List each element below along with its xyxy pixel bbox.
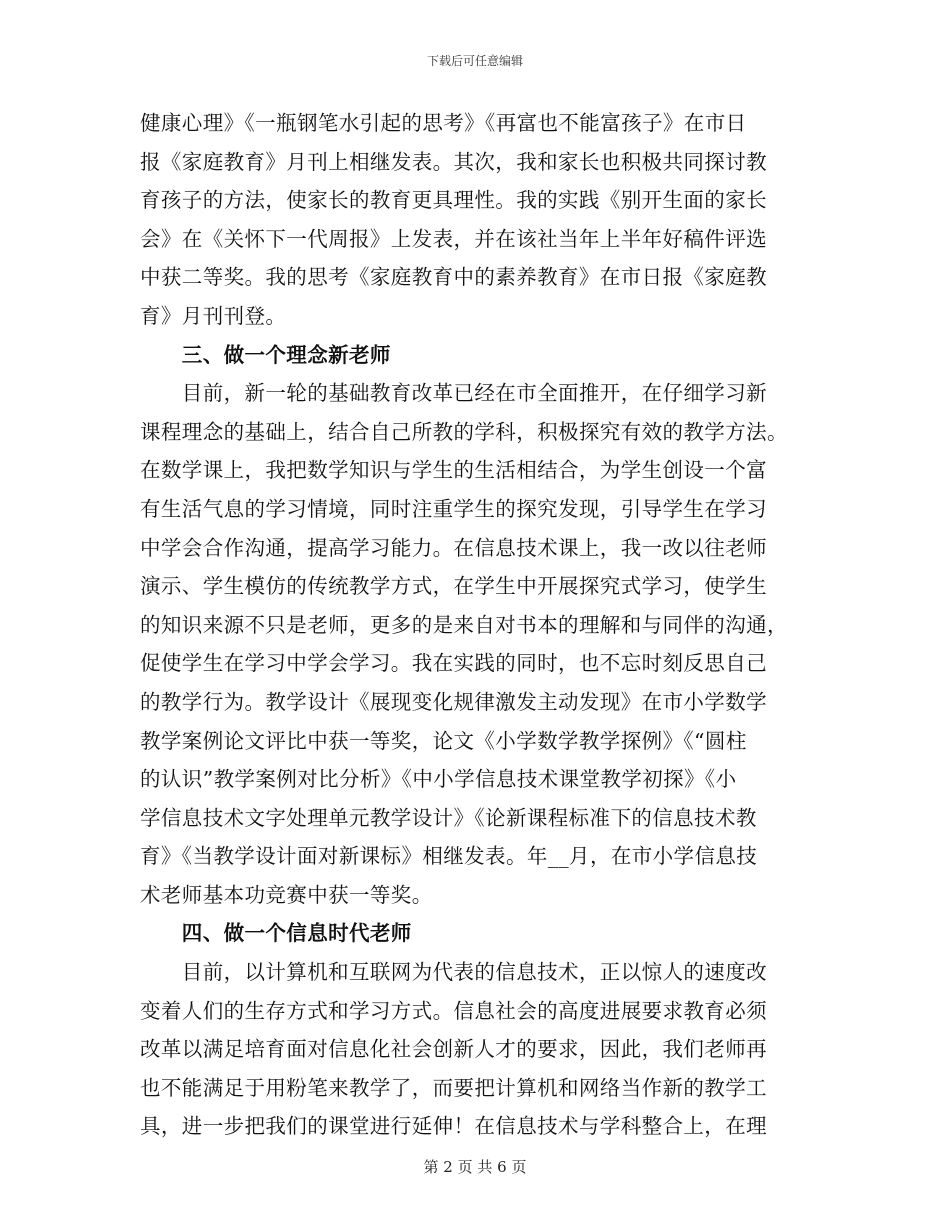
text-line: 具，进一步把我们的课堂进行延伸！在信息技术与学科整合上，在理 [140, 1114, 767, 1139]
text-line: 促使学生在学习中学会学习。我在实践的同时，也不忘时刻反思自己 [140, 651, 767, 676]
text-line: 变着人们的生存方式和学习方式。信息社会的高度进展要求教育必须 [140, 998, 767, 1023]
text-line: 的知识来源不只是老师，更多的是来自对书本的理解和与同伴的沟通， [140, 612, 788, 637]
text-line: 演示、学生模仿的传统教学方式，在学生中开展探究式学习，使学生 [140, 574, 767, 599]
text-line: 的认识”教学案例对比分析》《中小学信息技术课堂教学初探》《小 [140, 767, 737, 792]
text-line: 目前，以计算机和互联网为代表的信息技术，正以惊人的速度改 [140, 960, 767, 985]
section-heading: 三、做一个理念新老师 [140, 342, 391, 367]
text-line: 学信息技术文字处理单元教学设计》《论新课程标准下的信息技术教 [140, 805, 757, 830]
page-header: 下载后可任意编辑 [426, 54, 523, 68]
text-line: 的教学行为。教学设计《展现变化规律激发主动发现》在市小学数学 [140, 689, 767, 714]
text-line: 也不能满足于用粉笔来教学了，而要把计算机和网络当作新的教学工 [140, 1075, 767, 1100]
text-line: 目前，新一轮的基础教育改革已经在市全面推开，在仔细学习新 [140, 381, 767, 406]
text-line: 中获二等奖。我的思考《家庭教育中的素养教育》在市日报《家庭教 [140, 265, 767, 290]
text-line: 改革以满足培育面对信息化社会创新人才的要求，因此，我们老师再 [140, 1037, 767, 1062]
text-line: 术老师基本功竞赛中获一等奖。 [140, 882, 433, 907]
text-line: 育》月刊刊登。 [140, 303, 287, 328]
text-line: 报《家庭教育》月刊上相继发表。其次，我和家长也积极共同探讨教 [140, 149, 767, 174]
document-body [140, 104, 810, 1146]
page-number: 第 2 页 共 6 页 [423, 1158, 527, 1176]
text-line: 育孩子的方法，使家长的教育更具理性。我的实践《别开生面的家长 [140, 188, 767, 213]
text-line: 课程理念的基础上，结合自己所教的学科，积极探究有效的教学方法。 [140, 419, 788, 444]
text-line: 育》《当教学设计面对新课标》相继发表。年__月，在市小学信息技 [140, 844, 758, 869]
section-heading: 四、做一个信息时代老师 [140, 921, 412, 946]
text-line: 教学案例论文评比中获一等奖，论文《小学数学教学探例》《“圆柱 [140, 728, 747, 753]
text-line: 在数学课上，我把数学知识与学生的生活相结合，为学生创设一个富 [140, 458, 767, 483]
text-line: 有生活气息的学习情境，同时注重学生的探究发现，引导学生在学习 [140, 496, 767, 521]
text-line: 会》在《关怀下一代周报》上发表，并在该社当年上半年好稿件评选 [140, 226, 767, 251]
text-line: 中学会合作沟通，提高学习能力。在信息技术课上，我一改以往老师 [140, 535, 767, 560]
text-line: 健康心理》《一瓶钢笔水引起的思考》《再富也不能富孩子》在市日 [140, 111, 747, 135]
